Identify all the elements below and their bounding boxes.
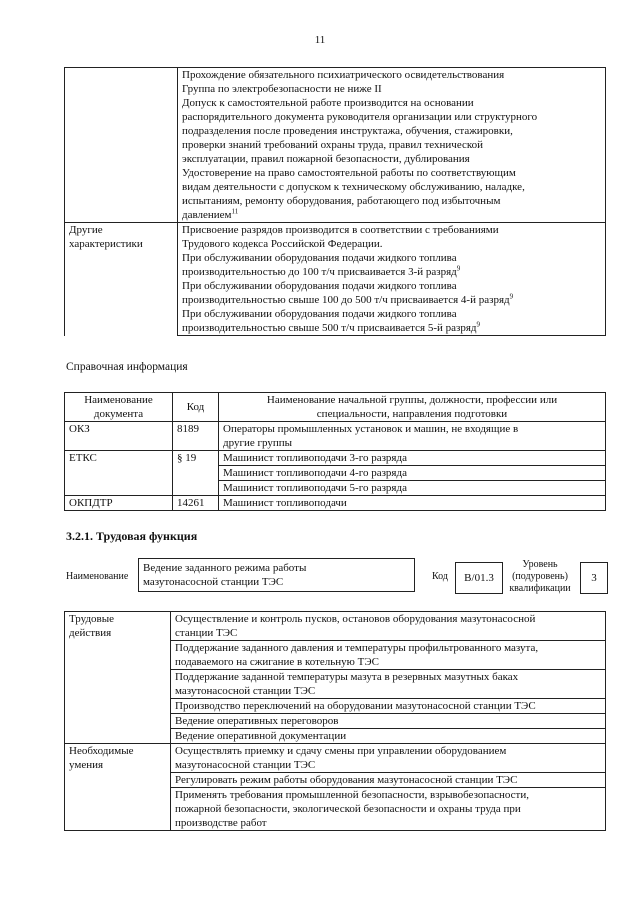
skill-item: Регулировать режим работы оборудования мазутонасосной станции ТЭС: [171, 773, 606, 788]
name-label: Наименование: [66, 571, 129, 582]
table-row: [65, 744, 606, 773]
col-header-code: Код: [173, 393, 219, 422]
code-cell: § 19: [173, 451, 219, 496]
action-item: Поддержание заданной температуры мазута в резервных мазутных баках мазутонасосной станции ТЭС: [171, 670, 606, 699]
characteristic-item: [178, 279, 606, 307]
qualification-requirements-table: [64, 67, 606, 336]
action-item: Производство переключений на оборудовании мазутонасосной станции ТЭС: [171, 699, 606, 714]
characteristic-item: Присвоение разрядов производится в соответствии с требованиями Трудового кодекса Российской Федерации.: [178, 223, 606, 252]
characteristic-item: [178, 307, 606, 336]
requirement-item: [178, 166, 606, 223]
action-item: Осуществление и контроль пусков, остановов оборудования мазутонасосной станции ТЭС: [171, 612, 606, 641]
table-row: [65, 223, 606, 252]
footnote-ref: 9: [456, 264, 461, 273]
table-row: [65, 451, 606, 466]
col-header-name: Наименование начальной группы, должности, профессии или специальности, направления подготовки: [219, 393, 606, 422]
characteristic-text: При обслуживании оборудования подачи жидкого топлива производительностью до 100 т/ч присваивается 3-й разряд: [182, 252, 457, 278]
characteristic-text: При обслуживании оборудования подачи жидкого топлива производительностью свыше 500 т/ч присваивается 5-й разряд: [182, 308, 477, 334]
function-code-box: B/01.3: [455, 562, 503, 594]
name-cell: Операторы промышленных установок и машин, не входящие в другие группы: [219, 422, 606, 451]
function-name-box: Ведение заданного режима работы мазутонасосной станции ТЭС: [138, 558, 415, 592]
requirement-item: Допуск к самостоятельной работе производится на основании распорядительного документа руководителя организации или структурного подразделения после проведения инструктажа, обучения, стажировки, проверки знаний требований охраны труда, правил технической эксплуатации, правил пожарной безопасности, дублирования: [178, 96, 606, 166]
row-label-skills: Необходимые умения: [65, 744, 171, 831]
level-label: Уровень (подуровень) квалификации: [509, 559, 571, 594]
doc-cell: ЕТКС: [65, 451, 173, 496]
code-cell: 8189: [173, 422, 219, 451]
level-value-box: 3: [580, 562, 608, 594]
skill-item: Применять требования промышленной безопасности, взрывобезопасности, пожарной безопасности, экологической безопасности и охраны труда при производстве работ: [171, 788, 606, 831]
row-label: Другие характеристики: [65, 223, 178, 336]
footnote-ref: 9: [476, 320, 481, 329]
footnote-ref: 11: [231, 207, 239, 216]
action-item: Поддержание заданного давления и температуры профильтрованного мазута, подаваемого на сжигание в котельную ТЭС: [171, 641, 606, 670]
code-label: Код: [432, 571, 448, 582]
requirement-item: Группа по электробезопасности не ниже II: [178, 82, 606, 96]
name-cell: Машинист топливоподачи 3-го разряда: [219, 451, 606, 466]
characteristic-text: При обслуживании оборудования подачи жидкого топлива производительностью свыше 100 до 500 т/ч присваивается 4-й разряд: [182, 280, 510, 306]
page-number: 11: [314, 34, 326, 46]
row-label-actions: Трудовые действия: [65, 612, 171, 744]
name-cell: Машинист топливоподачи 4-го разряда: [219, 466, 606, 481]
reference-title: Справочная информация: [66, 361, 188, 373]
doc-cell: ОКПДТР: [65, 496, 173, 511]
table-header-row: [65, 393, 606, 422]
action-item: Ведение оперативных переговоров: [171, 714, 606, 729]
action-item: Ведение оперативной документации: [171, 729, 606, 744]
footnote-ref: 9: [509, 292, 514, 301]
table-row: [65, 422, 606, 451]
reference-table: [64, 392, 606, 511]
name-cell: Машинист топливоподачи 5-го разряда: [219, 481, 606, 496]
name-cell: Машинист топливоподачи: [219, 496, 606, 511]
code-cell: 14261: [173, 496, 219, 511]
doc-cell: ОКЗ: [65, 422, 173, 451]
requirement-item: Прохождение обязательного психиатрического освидетельствования: [178, 68, 606, 83]
skill-item: Осуществлять приемку и сдачу смены при управлении оборудованием мазутонасосной станции ТЭС: [171, 744, 606, 773]
requirement-text: Удостоверение на право самостоятельной работы по соответствующим видам деятельности с допуском к техническому обслуживанию, наладке, испытаниям, ремонту оборудования, работающего под избыточным давлением: [182, 167, 525, 221]
characteristic-item: [178, 251, 606, 279]
table-row: [65, 68, 606, 83]
table-row: [65, 496, 606, 511]
col-header-document: Наименование документа: [65, 393, 173, 422]
table-row: [65, 612, 606, 641]
labour-actions-table: [64, 611, 606, 831]
section-heading: 3.2.1. Трудовая функция: [66, 529, 198, 543]
row-label: [65, 68, 178, 223]
